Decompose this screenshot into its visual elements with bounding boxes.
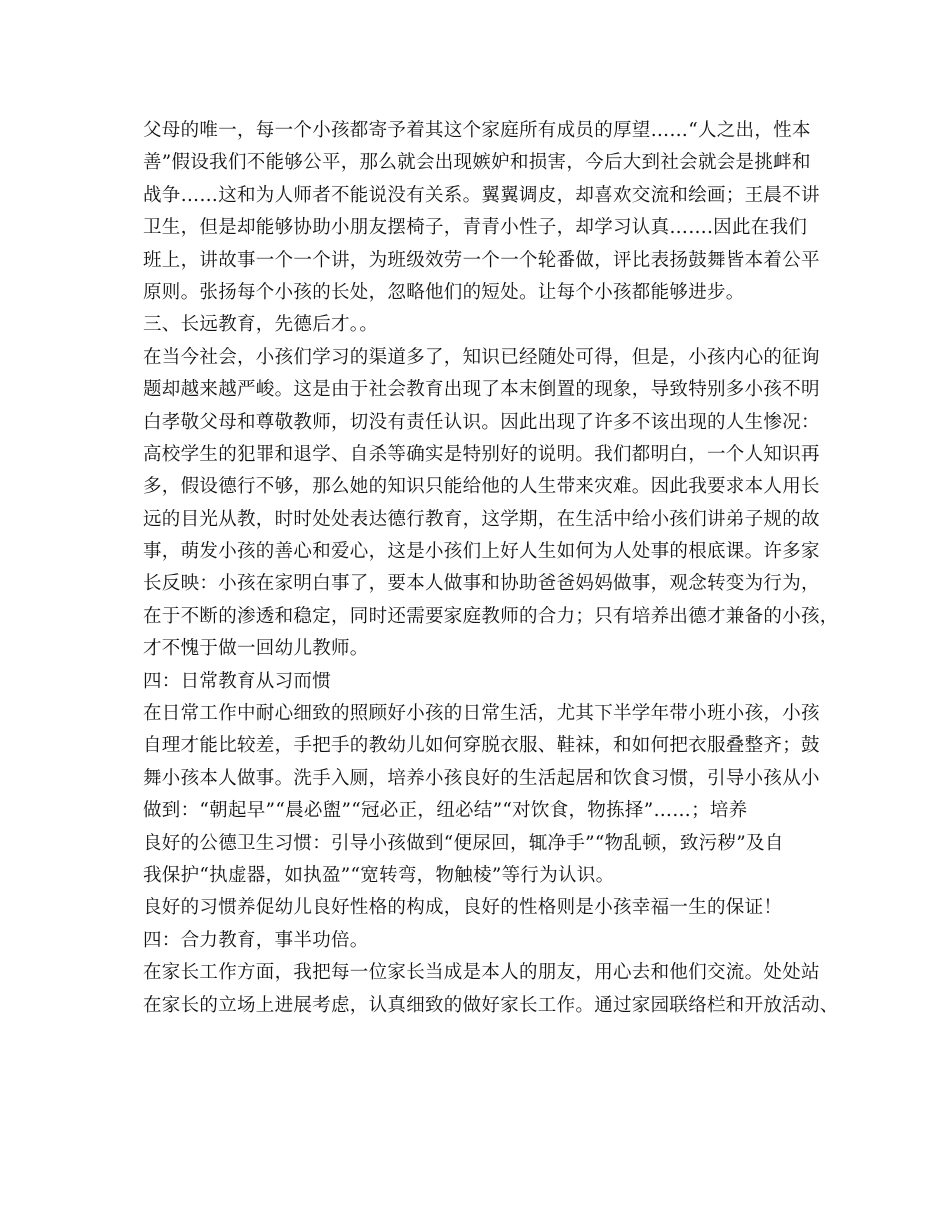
text-line: 良好的公德卫生习惯：引导小孩做到“便尿回，辄净手”“物乱顿，致污秽”及自	[143, 832, 784, 854]
text-line: 做到：“朝起早”“晨必盥”“冠必正，纽必结”“对饮食，物拣择”……；培养	[143, 800, 748, 822]
text-line: 高校学生的犯罪和退学、自杀等确实是特别好的说明。我们都明白，一个人知识再	[143, 443, 820, 465]
text-line: 事，萌发小孩的善心和爱心，这是小孩们上好人生如何为人处事的根底课。许多家	[143, 541, 820, 563]
text-line: 良好的习惯养促幼儿良好性格的构成，良好的性格则是小孩幸福一生的保证！	[143, 897, 783, 919]
text-line: 远的目光从教，时时处处表达德行教育，这学期，在生活中给小孩们讲弟子规的故	[143, 508, 820, 530]
text-line: 舞小孩本人做事。洗手入厕，培养小孩良好的生活起居和饮食习惯，引导小孩从小	[143, 767, 820, 789]
text-line: 在家长的立场上进展考虑，认真细致的做好家长工作。通过家园联络栏和开放活动、	[143, 994, 839, 1016]
text-line: 长反映：小孩在家明白事了，要本人做事和协助爸爸妈妈做事，观念转变为行为，	[143, 573, 820, 595]
text-line: 我保护“执虚器，如执盈”“宽转弯，物触棱”等行为认识。	[143, 864, 615, 886]
document-body	[143, 115, 839, 1022]
text-line: 才不愧于做一回幼儿教师。	[143, 638, 369, 660]
text-line: 在当今社会，小孩们学习的渠道多了，知识已经随处可得，但是，小孩内心的征询	[143, 346, 820, 368]
section-heading: 三、长远教育，先德后才。。	[143, 314, 379, 336]
text-line: 班上，讲故事一个一个讲，为班级效劳一个一个轮番做，评比表扬鼓舞皆本着公平	[143, 249, 820, 271]
text-line: 自理才能比较差，手把手的教幼儿如何穿脱衣服、鞋袜，和如何把衣服叠整齐；鼓	[143, 735, 820, 757]
text-line: 多，假设德行不够，那么她的知识只能给他的人生带来灾难。因此我要求本人用长	[143, 476, 820, 498]
text-line: 卫生，但是却能够协助小朋友摆椅子，青青小性子，却学习认真…….因此在我们	[143, 217, 808, 239]
text-line: 在日常工作中耐心细致的照顾好小孩的日常生活，尤其下半学年带小班小孩，小孩	[143, 703, 820, 725]
text-line: 战争……这和为人师者不能说没有关系。翼翼调皮，却喜欢交流和绘画；王晨不讲	[143, 184, 820, 206]
text-line: 在家长工作方面，我把每一位家长当成是本人的朋友，用心去和他们交流。处处站	[143, 962, 820, 984]
section-heading: 四：日常教育从习而惯	[143, 670, 332, 692]
text-line: 在于不断的渗透和稳定，同时还需要家庭教师的合力；只有培养出德才兼备的小孩，	[143, 605, 839, 627]
text-line: 原则。张扬每个小孩的长处，忽略他们的短处。让每个小孩都能够进步。	[143, 281, 745, 303]
section-heading: 四：合力教育，事半功倍。	[143, 929, 369, 951]
text-line: 题却越来越严峻。这是由于社会教育出现了本末倒置的现象，导致特别多小孩不明	[143, 379, 820, 401]
text-line: 善”假设我们不能够公平，那么就会出现嫉妒和损害，今后大到社会就会是挑衅和	[143, 152, 811, 174]
text-line: 父母的唯一，每一个小孩都寄予着其这个家庭所有成员的厚望……“人之出，性本	[143, 120, 811, 141]
text-line: 白孝敬父母和尊敬教师，切没有责任认识。因此出现了许多不该出现的人生惨况：	[143, 411, 820, 433]
